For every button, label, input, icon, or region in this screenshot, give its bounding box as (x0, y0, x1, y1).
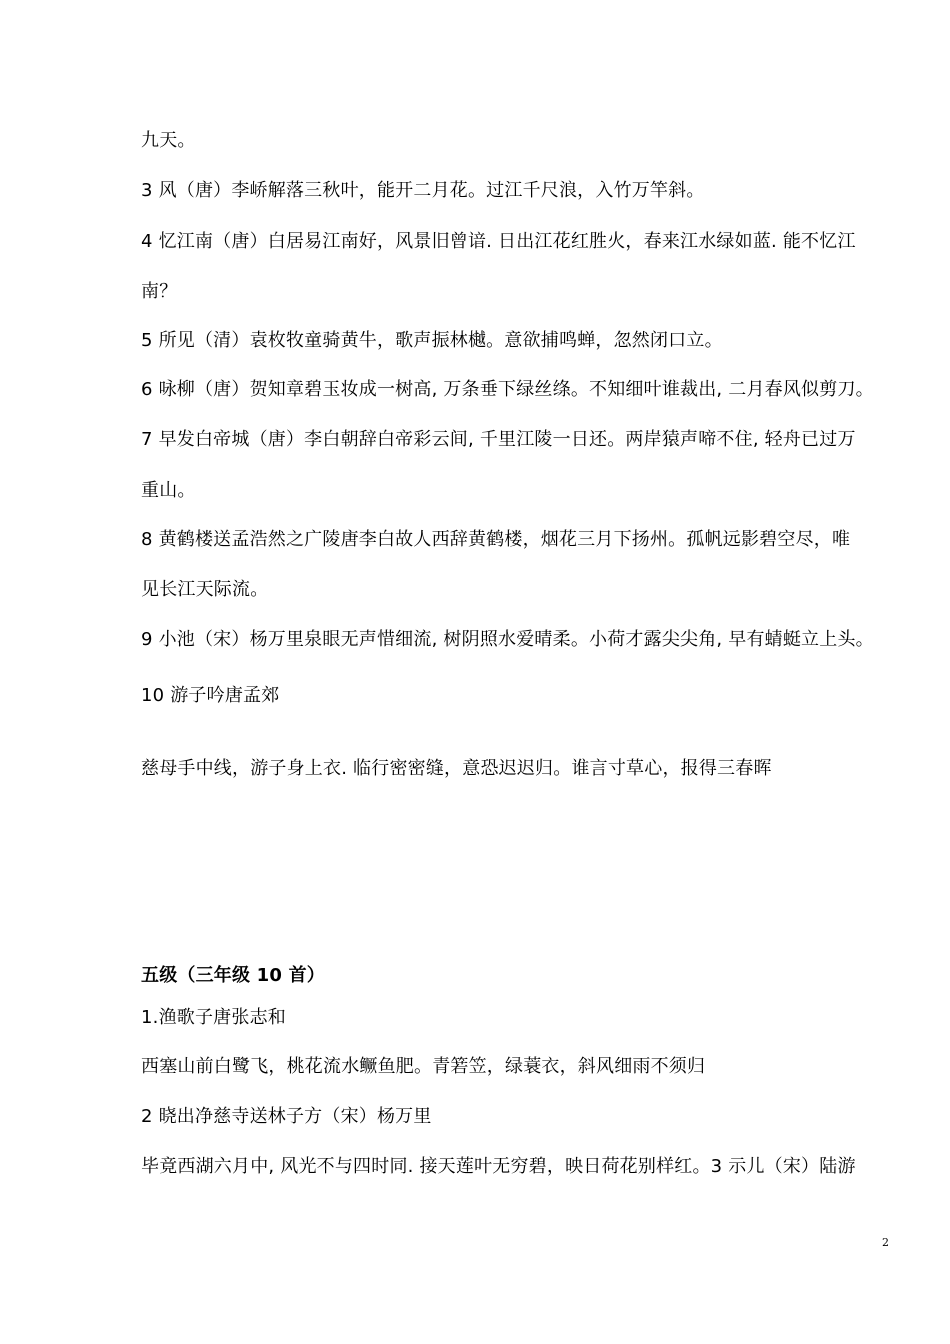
text-line: 3 风（唐）李峤解落三秋叶，能开二月花。过江千尺浪，入竹万竿斜。 (141, 180, 705, 201)
page-number: 2 (882, 1236, 889, 1249)
section-heading: 五级（三年级 10 首） (141, 965, 325, 986)
text-line: 九天。 (141, 130, 196, 151)
text-line: 慈母手中线，游子身上衣. 临行密密缝，意恐迟迟归。谁言寸草心，报得三春晖 (141, 758, 772, 779)
text-line: 10 游子吟唐孟郊 (141, 685, 280, 706)
text-line: 5 所见（清）袁枚牧童骑黄牛，歌声振林樾。意欲捕鸣蝉，忽然闭口立。 (141, 330, 723, 351)
text-line: 2 晓出净慈寺送林子方（宋）杨万里 (141, 1106, 432, 1127)
text-line: 4 忆江南（唐）白居易江南好，风景旧曾谙. 日出江花红胜火，春来江水绿如蓝. 能不忆江 (141, 231, 856, 252)
text-line: 毕竟西湖六月中, 风光不与四时同. 接天莲叶无穷碧，映日荷花别样红。3 示儿（宋）陆游 (141, 1156, 856, 1177)
text-line: 重山。 (141, 480, 196, 501)
text-line: 6 咏柳（唐）贺知章碧玉妆成一树高, 万条垂下绿丝绦。不知细叶谁裁出, 二月春风似剪刀。 (141, 379, 874, 400)
text-line: 南？ (141, 281, 178, 302)
text-line: 西塞山前白鹭飞，桃花流水鳜鱼肥。青箬笠，绿蓑衣，斜风细雨不须归 (141, 1056, 706, 1077)
text-line: 1.渔歌子唐张志和 (141, 1007, 286, 1028)
text-line: 7 早发白帝城（唐）李白朝辞白帝彩云间, 千里江陵一日还。两岸猿声啼不住, 轻舟已过万 (141, 429, 856, 450)
text-line: 9 小池（宋）杨万里泉眼无声惜细流, 树阴照水爱晴柔。小荷才露尖尖角, 早有蜻蜓立上头。 (141, 629, 874, 650)
text-line: 见长江天际流。 (141, 579, 269, 600)
text-line: 8 黄鹤楼送孟浩然之广陵唐李白故人西辞黄鹤楼，烟花三月下扬州。孤帆远影碧空尽，唯 (141, 529, 851, 550)
